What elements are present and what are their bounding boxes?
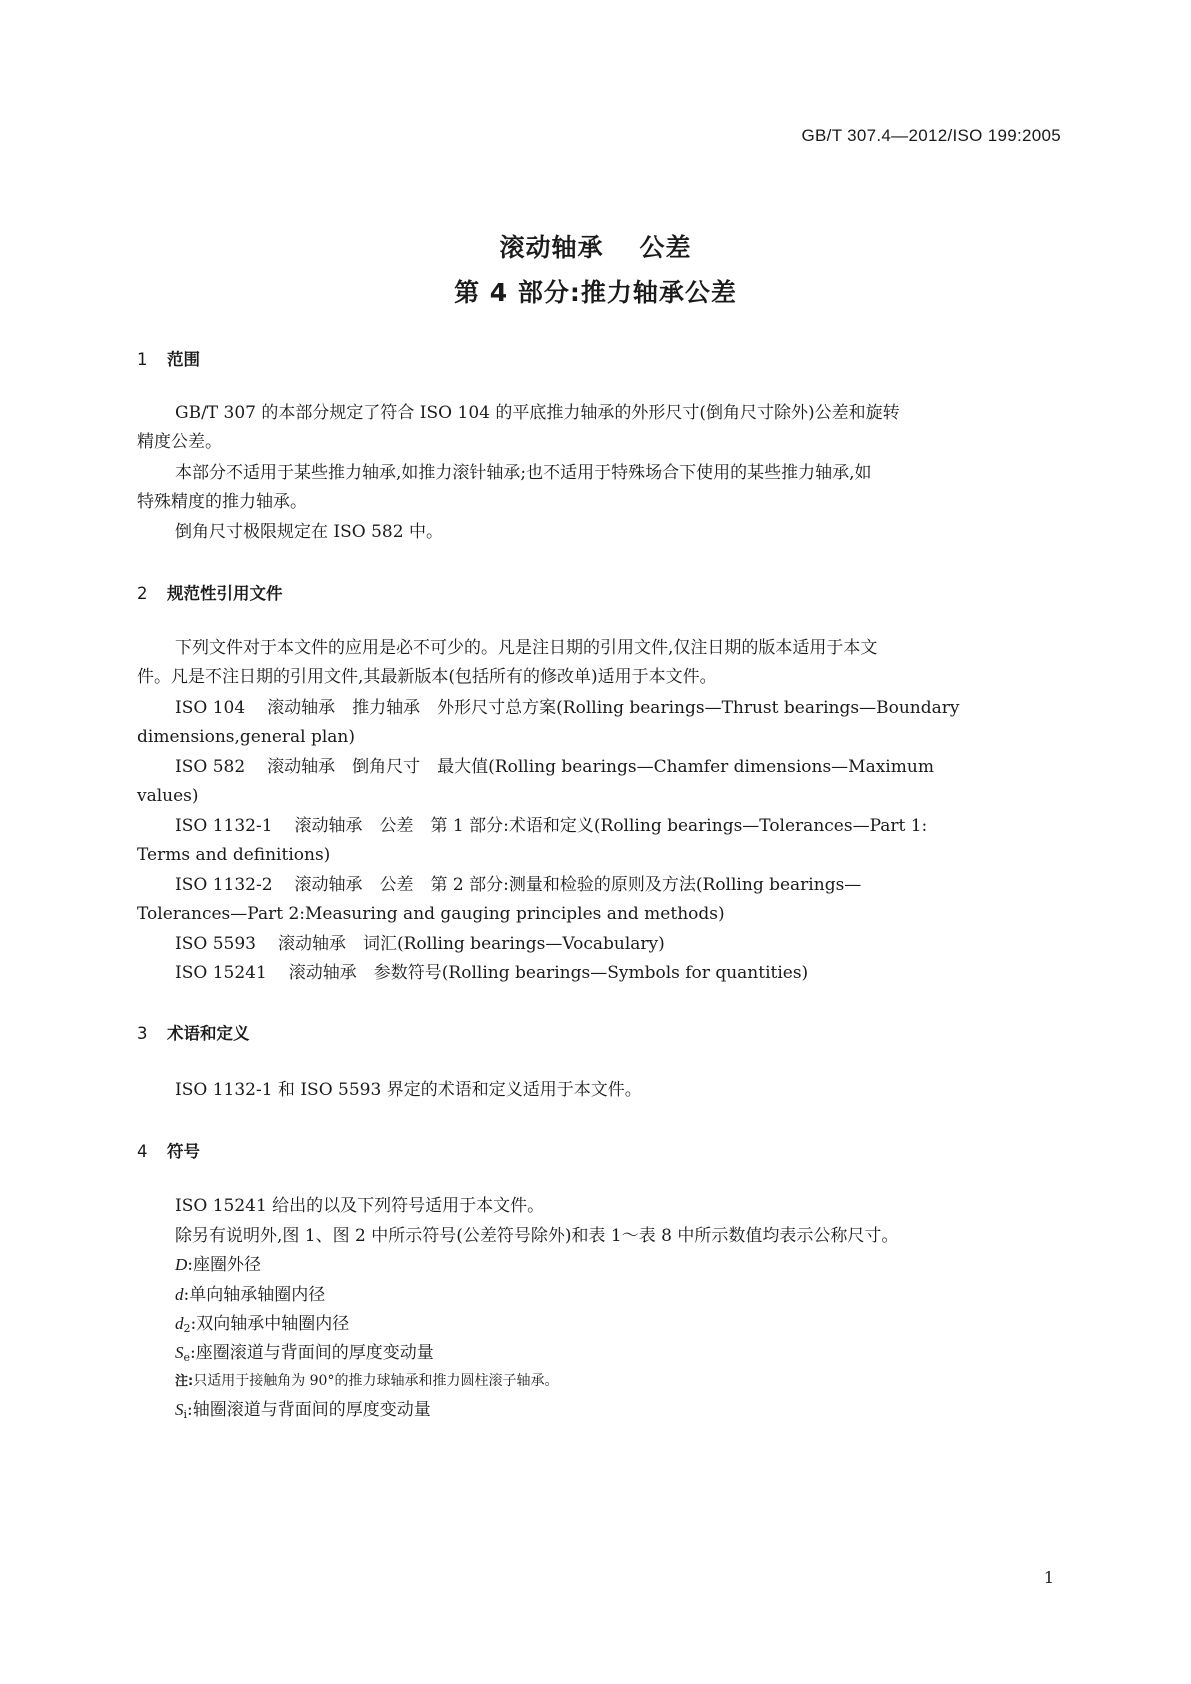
section-number: 3 [137,1024,148,1043]
reference-item [137,871,1054,899]
ref-code: ISO 104 [175,698,246,718]
symbol-description: :座圈滚道与背面间的厚度变动量 [190,1343,434,1363]
symbol: S [175,1343,184,1362]
symbol-description: :座圈外径 [187,1255,262,1275]
symbol: S [175,1400,184,1419]
reference-item-cont: Terms and definitions) [137,845,331,865]
section-title: 术语和定义 [167,1024,250,1043]
ref-code: ISO 1132-1 [175,816,273,836]
symbol-description: :双向轴承中轴圈内径 [190,1314,350,1334]
ref-title-en: (Rolling bearings—Symbols for quantities) [441,963,809,983]
section-number: 4 [137,1142,148,1161]
symbol-description: :轴圈滚道与背面间的厚度变动量 [187,1400,431,1420]
section-title: 规范性引用文件 [167,584,283,603]
ref-code: ISO 15241 [175,963,267,983]
section-title: 符号 [167,1142,200,1161]
ref-title-en: (Rolling bearings—Tolerances—Part 1: [593,816,928,836]
reference-item [137,812,1054,840]
doc-title-line1 [0,228,1191,264]
symbol: d [175,1314,184,1333]
reference-item [137,694,1054,722]
doc-title-line2: 第 4 部分:推力轴承公差 [454,278,737,307]
reference-item-cont: dimensions,general plan) [137,727,356,747]
symbol-subscript: i [183,1408,188,1421]
s2-intro-line2: 件。凡是不注日期的引用文件,其最新版本(包括所有的修改单)适用于本文件。 [137,667,717,687]
ref-code: ISO 582 [175,757,246,777]
s4-para1: ISO 15241 给出的以及下列符号适用于本文件。 [175,1196,545,1216]
section-4-heading [137,1138,200,1162]
s1-para1-line1: GB/T 307 的本部分规定了符合 ISO 104 的平底推力轴承的外形尺寸(倒角尺寸除外)公差和旋转 [175,403,900,423]
ref-code: ISO 1132-2 [175,875,273,895]
ref-title-zh: 滚动轴承 参数符号 [288,963,442,983]
s1-para1-line2: 精度公差。 [137,432,222,452]
s1-para3: 倒角尺寸极限规定在 ISO 582 中。 [175,522,443,542]
title-part-b: 公差 [639,233,692,262]
ref-title-zh: 滚动轴承 推力轴承 外形尺寸总方案 [267,698,557,718]
title-part-a: 滚动轴承 [499,233,604,262]
ref-title-zh: 滚动轴承 词汇 [277,934,397,954]
reference-item [137,930,1054,958]
reference-item [137,753,1054,781]
s2-intro-line1: 下列文件对于本文件的应用是必不可少的。凡是注日期的引用文件,仅注日期的版本适用于本文 [175,638,878,658]
ref-title-en: (Rolling bearings—Thrust bearings—Boundary [556,698,960,718]
reference-item [137,959,1054,987]
note-text: 只适用于接触角为 90°的推力球轴承和推力圆柱滚子轴承。 [193,1373,559,1389]
symbol-definition [137,1396,1054,1429]
symbol-note [137,1367,1054,1396]
s1-para2-line1: 本部分不适用于某些推力轴承,如推力滚针轴承;也不适用于特殊场合下使用的某些推力轴承,如 [175,463,872,483]
symbol: d [175,1285,184,1304]
ref-code: ISO 5593 [175,934,256,954]
note-label: 注: [175,1374,194,1389]
page-number: 1 [1043,1568,1054,1587]
ref-title-zh: 滚动轴承 公差 第 2 部分:测量和检验的原则及方法 [294,875,696,895]
symbol-definition [137,1251,1054,1279]
section-1-heading [137,346,200,370]
section-number: 1 [137,350,148,369]
symbol: D [175,1255,188,1274]
reference-item-cont: values) [137,786,199,806]
reference-item-cont: Tolerances—Part 2:Measuring and gauging principles and methods) [137,904,725,924]
s4-para2: 除另有说明外,图 1、图 2 中所示符号(公差符号除外)和表 1～表 8 中所示数值均表示公称尺寸。 [175,1226,899,1246]
ref-title-en: (Rolling bearings—Chamfer dimensions—Maximum [488,757,934,777]
ref-title-en: (Rolling bearings— [695,875,862,895]
symbol-definition [137,1281,1054,1309]
symbol-subscript: e [183,1351,191,1364]
section-3-heading [137,1020,250,1044]
ref-title-zh: 滚动轴承 倒角尺寸 最大值 [267,757,489,777]
s3-para1: ISO 1132-1 和 ISO 5593 界定的术语和定义适用于本文件。 [175,1080,642,1100]
ref-title-zh: 滚动轴承 公差 第 1 部分:术语和定义 [294,816,594,836]
standard-code: GB/T 307.4—2012/ISO 199:2005 [801,126,1061,145]
section-number: 2 [137,584,148,603]
section-title: 范围 [167,350,200,369]
s1-para2-line2: 特殊精度的推力轴承。 [137,492,307,512]
ref-title-en: (Rolling bearings—Vocabulary) [396,934,665,954]
symbol-subscript: 2 [183,1322,191,1335]
symbol-description: :单向轴承轴圈内径 [183,1285,326,1305]
section-2-heading [137,580,283,604]
